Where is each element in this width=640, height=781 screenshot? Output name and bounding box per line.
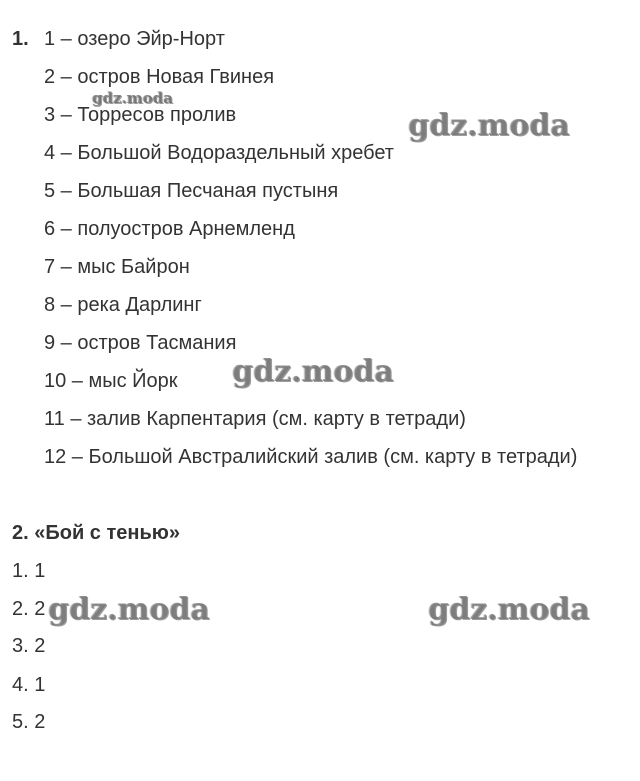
answer-item-7: 7 – мыс Байрон [44, 256, 190, 278]
watermark-logo: gdz.moda [408, 108, 570, 143]
quiz-answer-2: 2. 2 [12, 598, 46, 620]
answer-item-4: 4 – Большой Водораздельный хребет [44, 142, 394, 164]
quiz-answer-3: 3. 2 [12, 635, 46, 657]
answer-item-9: 9 – остров Тасмания [44, 332, 237, 354]
answer-item-5: 5 – Большая Песчаная пустыня [44, 180, 339, 202]
quiz-answer-4: 4. 1 [12, 674, 46, 696]
answer-item-6: 6 – полуостров Арнемленд [44, 218, 295, 240]
answer-item-2: 2 – остров Новая Гвинея [44, 66, 275, 88]
watermark-logo: gdz.moda [232, 354, 394, 389]
answer-item-3: 3 – Торресов пролив [44, 104, 237, 126]
answer-item-11: 11 – залив Карпентария (см. карту в тетради) [44, 408, 466, 430]
answer-item-1: 1 – озеро Эйр-Норт [44, 28, 225, 50]
section-2-heading: 2. «Бой с тенью» [12, 522, 180, 544]
answer-item-12: 12 – Большой Австралийский залив (см. карту в тетради) [44, 446, 578, 468]
quiz-answer-1: 1. 1 [12, 560, 46, 582]
answer-item-8: 8 – река Дарлинг [44, 294, 202, 316]
quiz-answer-5: 5. 2 [12, 711, 46, 733]
watermark-logo: gdz.moda [428, 592, 590, 627]
answer-item-10: 10 – мыс Йорк [44, 370, 178, 392]
watermark-logo: gdz.moda [48, 592, 210, 627]
section-1-number: 1. [12, 28, 29, 50]
watermark-logo: gdz.moda [92, 89, 173, 107]
